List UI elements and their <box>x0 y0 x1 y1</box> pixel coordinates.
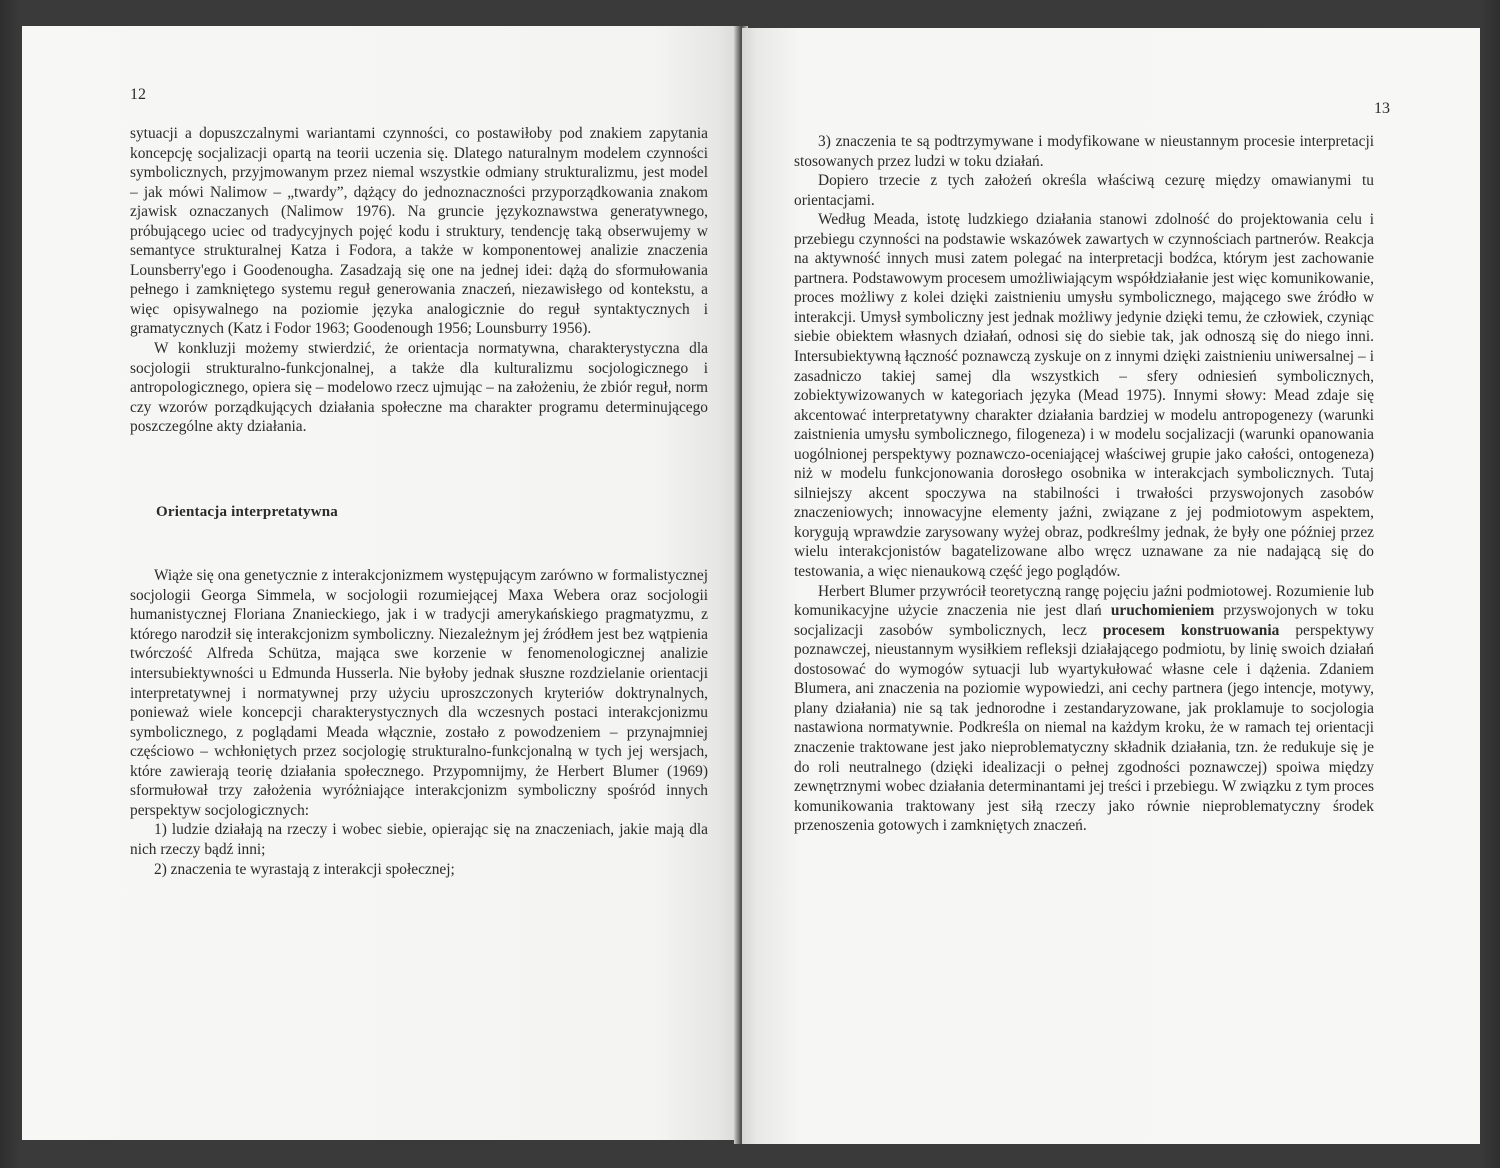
list-item: 3) znaczenia te są podtrzymywane i modyfikowane w nieustannym procesie interpretacji stosowanych przez ludzi w toku działań. <box>794 133 1374 170</box>
text-run: Herbert Blumer przywrócił teoretyczną rangę pojęciu jaźni podmiotowej. Rozumienie lub komunikacyjne użycie znaczenia nie jest dlań <box>794 582 1374 620</box>
paragraph <box>794 582 1374 836</box>
left-page <box>22 26 740 1140</box>
page-number-left: 12 <box>130 86 146 103</box>
paragraph: Dopiero trzecie z tych założeń określa właściwą cezurę między omawianymi tu orientacjami. <box>794 172 1374 209</box>
left-page-text <box>130 124 708 879</box>
section-heading: Orientacja interpretatywna <box>156 503 338 520</box>
text-run: przyswojonych w toku socjalizacji zasobów symbolicznych, lecz <box>794 602 1374 639</box>
right-page <box>742 28 1480 1144</box>
emphasized-term: uruchomieniem <box>1110 602 1215 620</box>
emphasized-term: procesem konstruowania <box>1102 621 1280 639</box>
paragraph: W konkluzji możemy stwierdzić, że orientacja normatywna, charakterystyczna dla socjologii strukturalno-funkcjonalnej, a także dla kulturalizmu socjologicznego i antropologicznego, opiera się – modelowo rzecz ujmując – na założeniu, że zbiór reguł, norm czy wzorów porządkujących działania społeczne ma charakter programu determinującego poszczególne akty działania. <box>130 340 708 436</box>
right-page-text <box>794 132 1374 836</box>
paragraph: Według Meada, istotę ludzkiego działania stanowi zdolność do projektowania celu i przebiegu czynności na podstawie wskazówek zawartych w czynnościach partnerów. Reakcja na aktywność innych musi zatem polegać na interpretacji bodźca, którym jest zachowanie partnera. Podstawowym procesem umożliwiającym współdziałanie jest więc komunikowanie, proces możliwy z kolei dzięki zaistnieniu umysłu symbolicznego, mającego swe źródło w interakcji. Umysł symboliczny jest jednak możliwy jedynie dzięki temu, że człowiek, czyniąc siebie obiektem własnych działań, odnosi się do siebie tak, jak odnoszą się do niego inni. Intersubiektywną łączność poznawczą zyskuje on z innymi dzięki zaistnieniu uniwersalnej – i zasadniczo takiej samej dla wszystkich – sfery odniesień symbolicznych, zobiektywizowanych w kategoriach języka (Mead 1975). Innymi słowy: Mead zdaje się akcentować interpretatywny charakter działania bardziej w modelu antropogenezy (warunki zaistnienia umysłu symbolicznego, filogeneza) i w modelu socjalizacji (warunki opanowania uogólnionej perspektywy poznawczo-oceniającej właściwej grupie jako całości, ontogeneza) niż w modelu funkcjonowania dorosłego osobnika w interakcjach symbolicznych. Tutaj silniejszy akcent spoczywa na stabilności i trwałości przyswojonych zasobów znaczeniowych; innowacyjne elementy jaźni, związane z jej podmiotowym aspektem, korygują wprawdzie zarysowany wyżej obraz, podkreślmy jednak, że były one później przez wielu interakcjonistów bagatelizowane albo wręcz uznawane za nie nadającą się do testowania, a więc nienaukową część jego poglądów. <box>794 211 1374 581</box>
list-item: 2) znaczenia te wyrastają z interakcji społecznej; <box>154 860 455 878</box>
paragraph: Wiąże się ona genetycznie z interakcjonizmem występującym zarówno w formalistycznej socjologii Georga Simmela, w socjologii rozumiejącej Maxa Webera oraz socjologii humanistycznej Floriana Znanieckiego, jak i w tradycji amerykańskiego pragmatyzmu, z którego narodził się interakcjonizm symboliczny. Niezależnym jej źródłem jest bez wątpienia twórczość Alfreda Schütza, mająca swe korzenie w fenomenologicznej analizie intersubiektywności u Edmunda Husserla. Nie byłoby jednak słuszne rozdzielanie orientacji interpretatywnej i normatywnej przy użyciu uproszczonych kryteriów doktrynalnych, ponieważ wiele koncepcji charakterystycznych dla wczesnych postaci interakcjonizmu symbolicznego, z poglądami Meada włącznie, zostało z powodzeniem – przynajmniej częściowo – wchłoniętych przez socjologię strukturalno-funkcjonalną w tych jej wersjach, które zawierają teorię działania społecznego. Przypomnijmy, że Herbert Blumer (1969) sformułował trzy założenia wyróżniające interakcjonizm symboliczny spośród innych perspektyw socjologicznych: <box>130 567 708 819</box>
list-item: 1) ludzie działają na rzeczy i wobec siebie, opierając się na znaczeniach, jakie mają dla nich rzeczy bądź inni; <box>130 821 708 858</box>
paragraph: sytuacji a dopuszczalnymi wariantami czynności, co postawiłoby pod znakiem zapytania koncepcję socjalizacji opartą na teorii uczenia się. Dlatego naturalnym modelem czynności symbolicznych, przyjmowanym przez niemal wszystkie odmiany strukturalizmu, jest model – jak mówi Nalimow – „twardy”, dążący do jednoznaczności przyporządkowania znakom zjawisk oznaczanych (Nalimow 1976). Na gruncie językoznawstwa generatywnego, próbującego uciec od tradycyjnych pojęć kodu i struktury, tendencję taką obserwujemy w semantyce strukturalnej Katza i Fodora, a także w komponentowej analizie znaczenia Lounsberry'ego i Goodenougha. Zasadzają się one na jednej idei: dążą do sformułowania pełnego i zamkniętego systemu reguł generowania znaczeń, niezawisłego od kontekstu, a więc opisywalnego na poziomie języka analogicznie do reguł syntaktycznych i gramatycznych (Katz i Fodor 1963; Goodenough 1956; Lounsburry 1956). <box>130 125 708 338</box>
page-number-right: 13 <box>1374 100 1390 117</box>
text-run: perspektywy poznawczej, nieustannym wysiłkiem refleksji działającego podmiotu, by linię swoich działań dostosować do wymogów sytuacji lub wyartykułować własne cele i dążenia. Zdaniem Blumera, ani znaczenia na poziomie wypowiedzi, ani cechy partnera (jego intencje, motywy, plany działania) nie są tak jednorodne i zestandaryzowane, jak proklamuje to socjologia nastawiona normatywnie. Podkreśla on niemal na każdym kroku, że w ramach tej orientacji znaczenie traktowane jest jako nieproblematyczny składnik działania, tzn. że redukuje się je do roli neutralnego (dzięki idealizacji o pełnej zgodności poznawczej) spoiwa między zewnętrznymi wobec działania determinantami jej treści i przebiegu. W związku z tym proces komunikowania traktowany jest siłą rzeczy jako równie nieproblematyczny środek przenoszenia gotowych i zamkniętych znaczeń. <box>794 621 1374 835</box>
